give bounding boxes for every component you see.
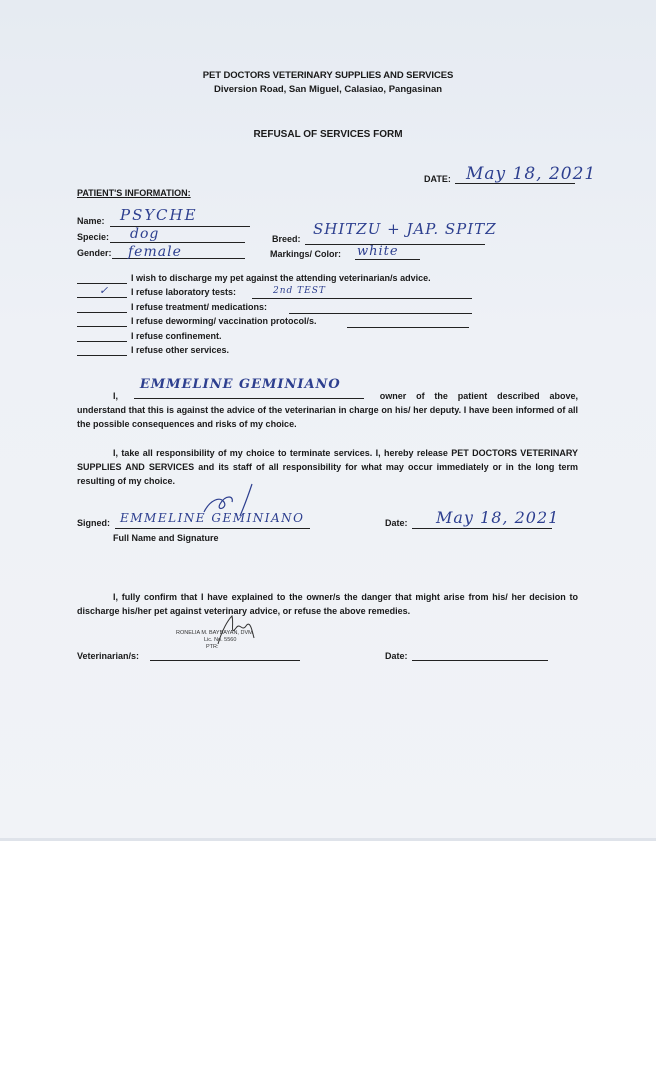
- consent-paragraph: [77, 377, 578, 431]
- option-label: I refuse treatment/ medications:: [131, 301, 268, 312]
- patient-section-label: PATIENT'S INFORMATION:: [77, 188, 191, 198]
- signature-date-line: [412, 528, 552, 529]
- option-detail[interactable]: 2nd TEST: [273, 286, 326, 297]
- option-lab-tests[interactable]: [77, 284, 497, 301]
- option-confinement[interactable]: [77, 331, 497, 345]
- veterinarian-line: [150, 660, 300, 661]
- owner-signature[interactable]: EMMELINE GEMINIANO: [120, 511, 305, 525]
- date-value[interactable]: May 18, 2021: [466, 164, 597, 184]
- vet-signature-scribble-icon: [210, 610, 260, 650]
- option-deworming[interactable]: [77, 316, 497, 330]
- vet-date-line: [412, 660, 548, 661]
- confirmation-paragraph: I, fully confirm that I have explained to the owner/s the danger that might arise from his/ her decision to discharge his/her pet against veterinary advice, or refuse the above remedies.: [77, 592, 578, 616]
- option-check-line: [77, 341, 127, 342]
- option-label: I refuse laboratory tests:: [131, 287, 237, 298]
- form-title: REFUSAL OF SERVICES FORM: [253, 129, 403, 140]
- option-label: I refuse other services.: [131, 344, 230, 355]
- company-address: Diversion Road, San Miguel, Calasiao, Pangasinan: [213, 84, 443, 95]
- markings-label: Markings/ Color:: [270, 249, 342, 259]
- markings-value[interactable]: white: [357, 244, 399, 259]
- signed-line: [115, 528, 310, 529]
- option-check-line: [77, 326, 127, 327]
- option-check-line: [77, 312, 127, 313]
- full-name-signature-label: Full Name and Signature: [113, 533, 219, 543]
- vet-stamp-ptr: PTR:: [206, 644, 219, 650]
- specie-value[interactable]: dog: [130, 226, 160, 242]
- veterinarian-label: Veterinarian/s:: [77, 651, 140, 661]
- signature-scribble-icon: [190, 482, 270, 524]
- vet-date-label: Date:: [385, 651, 408, 661]
- specie-line: [110, 242, 245, 243]
- option-label: I wish to discharge my pet against the attending veterinarian/s advice.: [131, 273, 431, 283]
- markings-line: [355, 259, 420, 260]
- option-detail-line: [252, 298, 472, 299]
- vet-stamp-license: Lic. No. 5560: [204, 637, 237, 643]
- date-label: DATE:: [424, 174, 451, 184]
- paper-edge: [0, 838, 656, 841]
- consent-prefix: I,: [113, 391, 119, 401]
- option-check-line: [77, 355, 127, 356]
- option-check-line: [77, 297, 127, 298]
- option-label: I refuse confinement.: [131, 330, 222, 341]
- option-mark: ✓: [99, 284, 110, 298]
- option-discharge[interactable]: [77, 273, 497, 287]
- vet-stamp-name: RONELIA M. BAYBAYAN, DVM: [176, 630, 253, 636]
- specie-label: Specie:: [77, 232, 110, 242]
- option-detail-line: [289, 313, 472, 314]
- owner-name-value[interactable]: EMMELINE GEMINIANO: [139, 377, 341, 392]
- option-detail-line: [347, 327, 469, 328]
- name-value[interactable]: PSYCHE: [120, 206, 198, 224]
- consent-text: owner of the patient described above, understand that this is against the advice of the veterinarian in charge on his/ her deputy. I have been informed of all the possible consequences and risks of my choice.: [77, 391, 578, 429]
- gender-value[interactable]: female: [128, 244, 182, 260]
- option-other-services[interactable]: [77, 345, 497, 359]
- signature-date-value[interactable]: May 18, 2021: [436, 508, 560, 527]
- breed-value[interactable]: SHITZU + JAP. SPITZ: [313, 220, 497, 238]
- name-label: Name:: [77, 216, 105, 226]
- refusal-options: [77, 273, 497, 359]
- signature-date-label: Date:: [385, 518, 408, 528]
- signed-label: Signed:: [77, 518, 110, 528]
- owner-name-line: [134, 377, 364, 399]
- company-name: PET DOCTORS VETERINARY SUPPLIES AND SERVICES: [202, 70, 454, 81]
- breed-label: Breed:: [272, 234, 301, 244]
- option-treatment[interactable]: [77, 302, 497, 316]
- release-paragraph: I, take all responsibility of my choice to terminate services. I, hereby release PET DOCTORS VETERINARY SUPPLIES AND SERVICES and its staff of all responsibility for what may occur immediately or in the long term resulting of my choice.: [77, 448, 578, 486]
- option-label: I refuse deworming/ vaccination protocol/s.: [131, 316, 317, 327]
- gender-label: Gender:: [77, 248, 112, 258]
